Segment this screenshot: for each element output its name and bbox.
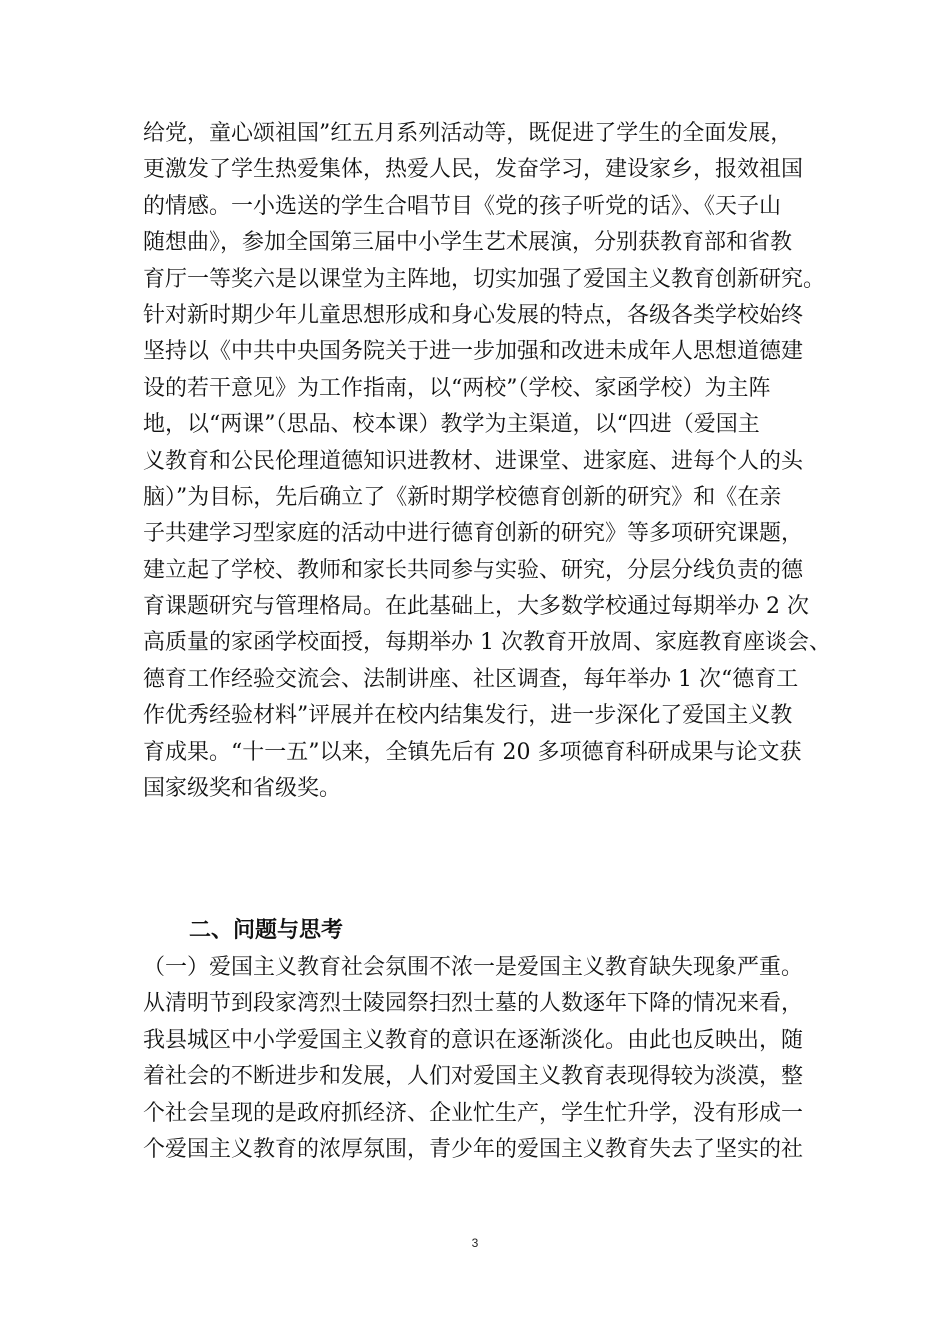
text-line: 更激发了学生热爱集体，热爱人民，发奋学习，建设家乡，报效祖国 (143, 157, 804, 183)
text-line: 育厅一等奖六是以课堂为主阵地，切实加强了爱国主义教育创新研究。 (143, 266, 826, 292)
text-line: 高质量的家函学校面授，每期举办 1 次教育开放周、家庭教育座谈会、 (143, 630, 831, 656)
text-line: 脑）”为目标，先后确立了《新时期学校德育创新的研究》和《在亲 (143, 484, 782, 510)
text-line: 德育工作经验交流会、法制讲座、社区调查，每年举办 1 次“德育工 (143, 666, 799, 692)
text-line: 设的若干意见》为工作指南，以“两校”（学校、家函学校）为主阵 (143, 375, 771, 401)
text-line: 的情感。一小选送的学生合唱节目《党的孩子听党的话》、《天子山 (143, 193, 782, 219)
text-line: 个社会呈现的是政府抓经济、企业忙生产，学生忙升学，没有形成一 (143, 1100, 804, 1126)
text-line: 从清明节到段家湾烈士陵园祭扫烈士墓的人数逐年下降的情况来看， (143, 991, 804, 1017)
text-line: 着社会的不断进步和发展，人们对爱国主义教育表现得较为淡漠，整 (143, 1064, 804, 1090)
section-heading: 二、问题与思考 (189, 918, 344, 943)
text-line: 随想曲》，参加全国第三届中小学生艺术展演，分别获教育部和省教 (143, 230, 793, 256)
text-line: （一）爱国主义教育社会氛围不浓一是爱国主义教育缺失现象严重。 (143, 955, 804, 980)
text-line: 作优秀经验材料”评展并在校内结集发行，进一步深化了爱国主义教 (143, 703, 793, 729)
body-paragraph-1 (143, 116, 833, 807)
text-line: 育课题研究与管理格局。在此基础上，大多数学校通过每期举办 2 次 (143, 594, 809, 620)
body-paragraph-2 (143, 950, 833, 1168)
text-line: 个爱国主义教育的浓厚氛围，青少年的爱国主义教育失去了坚实的社 (143, 1136, 804, 1162)
text-line: 我县城区中小学爱国主义教育的意识在逐渐淡化。由此也反映出，随 (143, 1027, 804, 1053)
text-line: 义教育和公民伦理道德知识进教材、进课堂、进家庭、进每个人的头 (143, 448, 804, 474)
text-line: 给党，童心颂祖国”红五月系列活动等，既促进了学生的全面发展， (143, 121, 793, 146)
text-line: 子共建学习型家庭的活动中进行德育创新的研究》等多项研究课题， (143, 521, 804, 547)
text-line: 建立起了学校、教师和家长共同参与实验、研究，分层分线负责的德 (143, 557, 804, 583)
text-line: 地，以“两课”（思品、校本课）教学为主渠道，以“四进（爱国主 (143, 412, 760, 438)
text-line: 针对新时期少年儿童思想形成和身心发展的特点，各级各类学校始终 (143, 302, 804, 328)
text-line: 育成果。“十一五”以来，全镇先后有 20 多项德育科研成果与论文获 (143, 739, 802, 765)
text-line: 坚持以《中共中央国务院关于进一步加强和改进未成年人思想道德建 (143, 339, 804, 365)
text-line: 国家级奖和省级奖。 (143, 776, 342, 802)
page-number: 3 (471, 1236, 479, 1250)
